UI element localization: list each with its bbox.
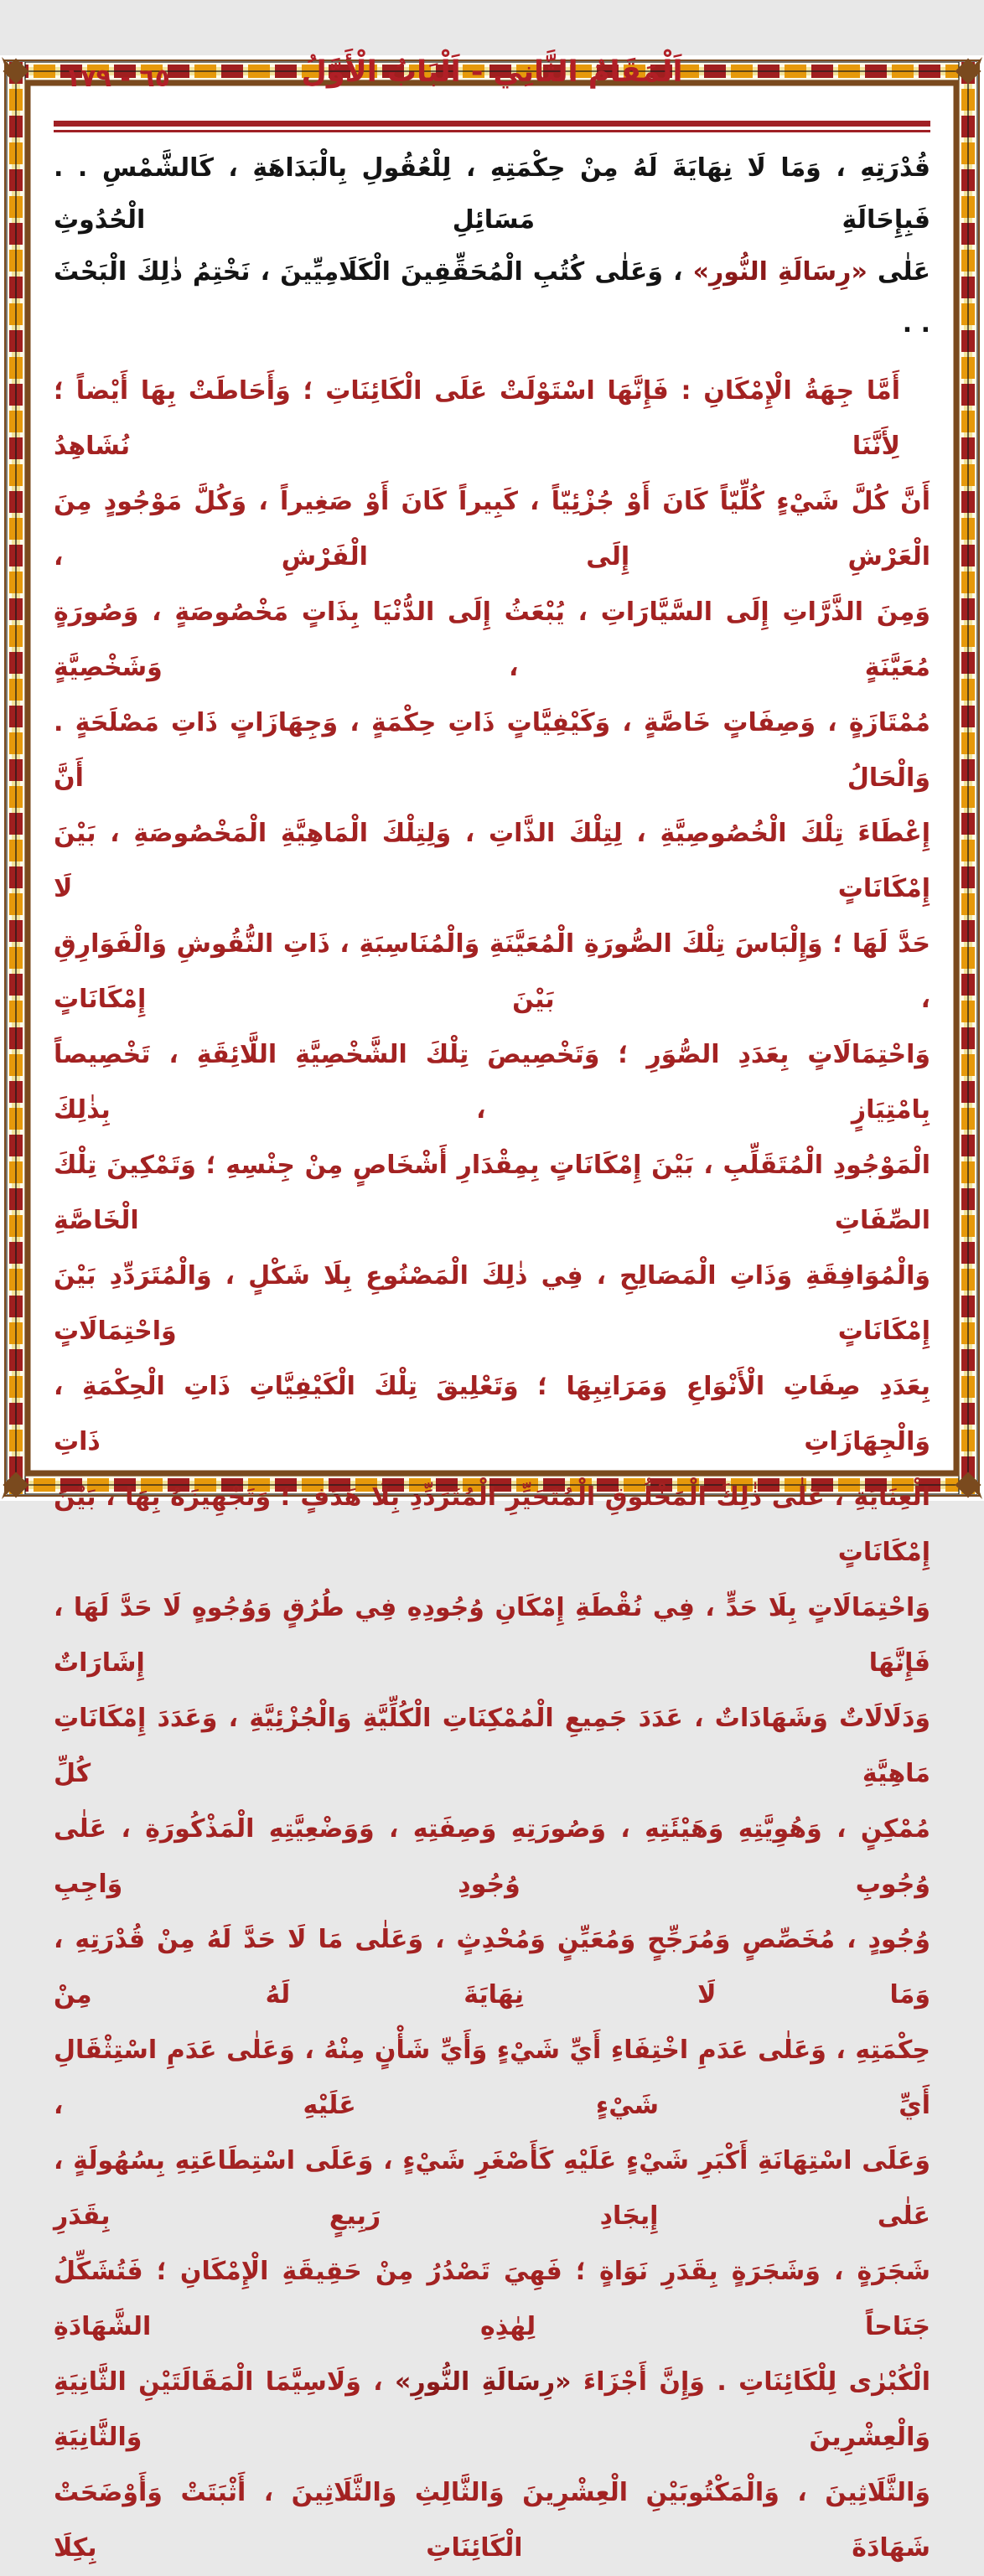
text-segment: أَمَّا جِهَةُ الْإِمْكَانِ : فَإِنَّهَا اسْتَوْلَتْ عَلَى الْكَائِنَاتِ ؛ وَأَحَاطَتْ بِهَا أَيْضاً ؛ لِأَنَّنَا نُشَاهِدُ [54, 376, 900, 461]
page-number: ٦٥ - ١٧٩ [65, 64, 170, 93]
text-line [54, 2355, 930, 2465]
text-line [54, 1912, 930, 2023]
text-line [54, 696, 930, 806]
book-title-highlight: «رِسَالَةِ النُّورِ» [395, 2367, 572, 2397]
book-page [0, 55, 984, 2563]
body-text [54, 142, 930, 2576]
text-segment: وَاحْتِمَالَاتٍ بِعَدَدِ الصُّوَرِ ؛ وَتَخْصِيصَ تِلْكَ الشَّخْصِيَّةِ اللَّائِقَةِ ، تَخْصِيصاً بِامْتِيَازٍ ، بِذٰلِكَ [54, 1040, 930, 1125]
text-line [54, 2244, 930, 2355]
text-segment: شَجَرَةٍ ، وَشَجَرَةٍ بِقَدَرِ نَوَاةٍ ؛ فَهِيَ تَصْدُرُ مِنْ حَقِيقَةِ الْإِمْكَانِ ؛ فَتُشَكِّلُ جَنَاحاً لِهٰذِهِ الشَّهَادَةِ [54, 2257, 930, 2341]
text-segment: ، وَلَاسِيَّمَا الْمَقَالَتَيْنِ الثَّانِيَةِ وَالْعِشْرِينَ وَالثَّانِيَةِ [54, 2367, 930, 2452]
text-line [54, 1027, 930, 1138]
text-line [54, 917, 930, 1027]
text-segment: حَدَّ لَهَا ؛ وَإِلْبَاسَ تِلْكَ الصُّورَةِ الْمُعَيَّنَةِ وَالْمُنَاسِبَةِ ، ذَاتِ النُّقُوشِ وَالْفَوَارِقِ ، بَيْنَ إِمْكَانَاتٍ [54, 929, 930, 1014]
text-segment: وَمِنَ الذَّرَّاتِ إِلَى السَّيَّارَاتِ ، يُبْعَثُ إِلَى الدُّنْيَا بِذَاتٍ مَخْصُوصَةٍ ، وَصُورَةٍ مُعَيَّنَةٍ ، وَشَخْصِيَّةٍ [54, 597, 930, 682]
text-line [54, 1249, 930, 1359]
book-title-highlight: «رِسَالَةِ النُّورِ» [692, 257, 867, 287]
text-segment: الْكُبْرٰى لِلْكَائِنَاتِ . وَإِنَّ أَجْزَاءَ [571, 2367, 930, 2397]
text-line [54, 246, 930, 350]
paragraph [54, 364, 930, 2576]
text-line [54, 2134, 930, 2244]
text-line [54, 2023, 930, 2134]
header-divider [54, 121, 930, 132]
text-line [54, 2465, 930, 2576]
text-segment: مُمْتَازَةٍ ، وَصِفَاتٍ خَاصَّةٍ ، وَكَيْفِيَّاتٍ ذَاتِ حِكْمَةٍ ، وَجِهَازَاتٍ ذَاتِ مَصْلَحَةٍ . وَالْحَالُ أَنَّ [54, 708, 930, 793]
text-line [54, 1470, 930, 1580]
text-segment: الْعِنَايَةِ ، عَلٰى ذٰلِكَ الْمَخْلُوقِ الْمُتَحَيِّرِ الْمُتَرَدِّدِ بِلَا هَدَفٍ ؛ وَتَجْهِيزَهُ بِهَا ، بَيْنَ إِمْكَانَاتٍ [54, 1482, 930, 1567]
text-segment: حِكْمَتِهِ ، وَعَلٰى عَدَمِ اخْتِفَاءِ أَيِّ شَيْءٍ وَأَيِّ شَأْنٍ مِنْهُ ، وَعَلٰى عَدَمِ اسْتِثْقَالِ أَيِّ شَيْءٍ عَلَيْهِ ، [54, 2035, 930, 2120]
text-segment: ، وَعَلٰى كُتُبِ الْمُحَقِّقِينَ الْكَلَامِيِّينَ ، نَخْتِمُ ذٰلِكَ الْبَحْثَ . . [54, 257, 930, 339]
text-segment: مُمْكِنٍ ، وَهُوِيَّتِهِ وَهَيْئَتِهِ ، وَصُورَتِهِ وَصِفَتِهِ ، وَوَضْعِيَّتِهِ الْمَذْكُورَةِ ، عَلٰى وُجُوبِ وُجُودِ وَاجِبِ [54, 1814, 930, 1899]
text-line [54, 474, 930, 585]
text-segment: وَاحْتِمَالَاتٍ بِلَا حَدٍّ ، فِي نُقْطَةِ إِمْكَانِ وُجُودِهِ فِي طُرُقٍ وَوُجُوهٍ لَا حَدَّ لَهَا ، فَإِنَّهَا إِشَارَاتٌ [54, 1593, 930, 1678]
text-segment: إِعْطَاءَ تِلْكَ الْخُصُوصِيَّةِ ، لِتِلْكَ الذَّاتِ ، وَلِتِلْكَ الْمَاهِيَّةِ الْمَخْصُوصَةِ ، بَيْنَ إِمْكَانَاتٍ لَا [54, 819, 930, 903]
text-segment: بِعَدَدِ صِفَاتِ الْأَنْوَاعِ وَمَرَاتِبِهَا ؛ وَتَعْلِيقَ تِلْكَ الْكَيْفِيَّاتِ ذَاتِ الْحِكْمَةِ ، وَالْجِهَازَاتِ ذَاتِ [54, 1372, 930, 1456]
chapter-title: اَلْمَقَامُ الثَّانِي - اَلْبَابُ الْأَوَّلُ [301, 55, 683, 89]
text-segment: أَنَّ كُلَّ شَيْءٍ كُلِّيّاً كَانَ أَوْ جُزْئِيّاً ، كَبِيراً كَانَ أَوْ صَغِيراً ، وَكُلَّ مَوْجُودٍ مِنَ الْعَرْشِ إِلَى الْفَرْشِ ، [54, 487, 930, 572]
text-line [54, 585, 930, 696]
text-line [54, 1580, 930, 1691]
text-segment: قُدْرَتِهِ ، وَمَا لَا نِهَايَةَ لَهُ مِنْ حِكْمَتِهِ ، لِلْعُقُولِ بِالْبَدَاهَةِ ، كَالشَّمْسِ . . فَبِإِحَالَةِ مَسَائِلِ الْحُدُوثِ [54, 153, 930, 235]
page-content [0, 55, 984, 2563]
text-line [54, 364, 930, 474]
text-segment: وَدَلَالَاتٌ وَشَهَادَاتٌ ، عَدَدَ جَمِيعِ الْمُمْكِنَاتِ الْكُلِّيَّةِ وَالْجُزْئِيَّةِ ، وَعَدَدَ إِمْكَانَاتِ مَاهِيَّةِ كُلِّ [54, 1704, 930, 1788]
text-segment: وَعَلَى اسْتِهَانَةِ أَكْبَرِ شَيْءٍ عَلَيْهِ كَأَصْغَرِ شَيْءٍ ، وَعَلَى اسْتِطَاعَتِهِ بِسُهُولَةٍ ، عَلٰى إِيجَادِ رَبِيعٍ بِقَدَرِ [54, 2146, 930, 2231]
text-line [54, 806, 930, 917]
text-line [54, 142, 930, 246]
text-segment: وَالثَّلَاثِينَ ، وَالْمَكْتُوبَيْنِ الْعِشْرِينَ وَالثَّالِثِ وَالثَّلَاثِينَ ، أَثْبَتَتْ وَأَوْضَحَتْ شَهَادَةَ الْكَائِنَاتِ بِكِلَا [54, 2478, 930, 2563]
text-segment: وُجُودٍ ، مُخَصِّصٍ وَمُرَجِّحٍ وَمُعَيِّنٍ وَمُحْدِثٍ ، وَعَلٰى مَا لَا حَدَّ لَهُ مِنْ قُدْرَتِهِ ، وَمَا لَا نِهَايَةَ لَهُ مِنْ [54, 1925, 930, 2010]
text-segment: عَلٰى [867, 257, 930, 287]
text-line [54, 1691, 930, 1802]
paragraph [54, 142, 930, 350]
text-line [54, 1802, 930, 1912]
text-segment: الْمَوْجُودِ الْمُتَقَلِّبِ ، بَيْنَ إِمْكَانَاتٍ بِمِقْدَارِ أَشْخَاصٍ مِنْ جِنْسِهِ ؛ وَتَمْكِينَ تِلْكَ الصِّفَاتِ الْخَاصَّةِ [54, 1151, 930, 1235]
text-line [54, 1138, 930, 1249]
text-line [54, 1359, 930, 1470]
text-segment: وَالْمُوَافِقَةِ وَذَاتِ الْمَصَالِحِ ، فِي ذٰلِكَ الْمَصْنُوعِ بِلَا شَكْلٍ ، وَالْمُتَرَدِّدِ بَيْنَ إِمْكَانَاتٍ وَاحْتِمَالَاتٍ [54, 1261, 930, 1346]
page-header [54, 55, 930, 104]
